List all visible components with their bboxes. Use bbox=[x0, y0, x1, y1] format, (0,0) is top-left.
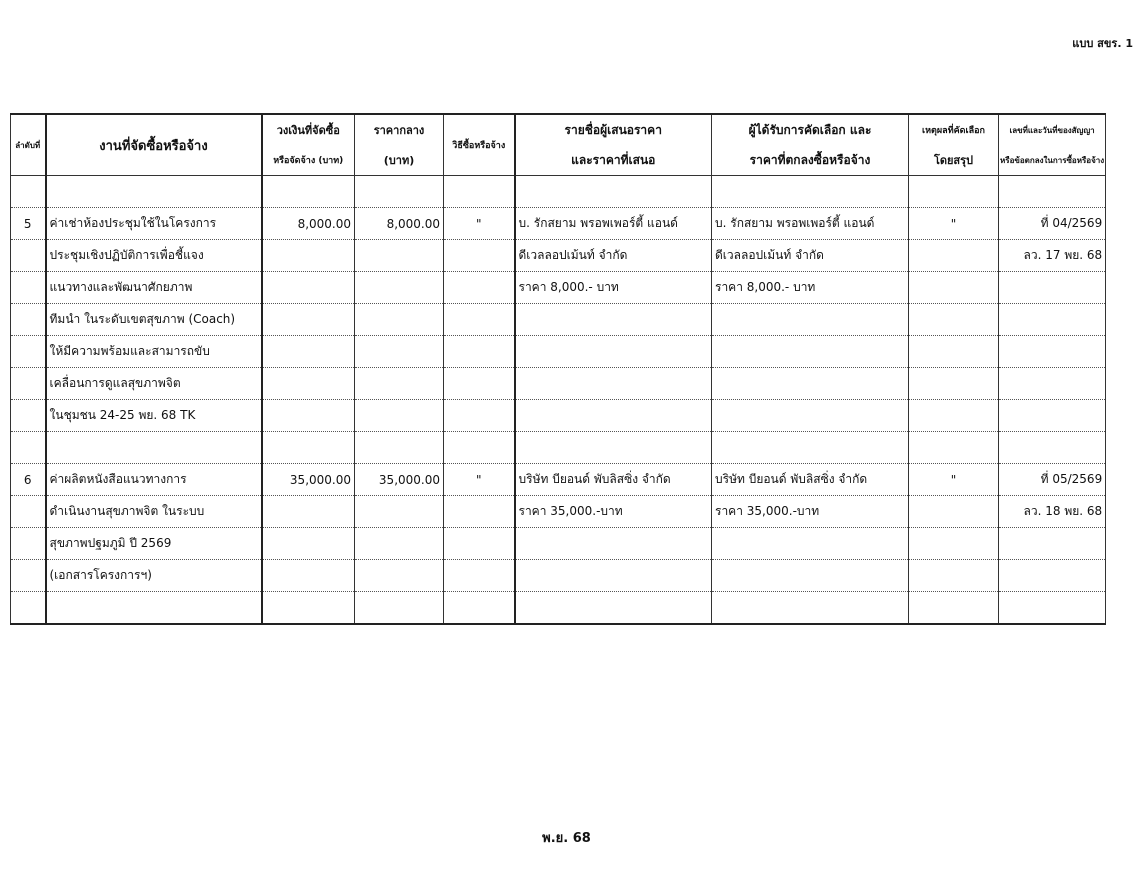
cell-budget bbox=[262, 336, 355, 368]
header-bidders-line2: และราคาที่เสนอ bbox=[515, 145, 712, 176]
cell-reason bbox=[909, 336, 999, 368]
cell-contract bbox=[999, 272, 1106, 304]
table-row bbox=[11, 336, 1106, 368]
form-code: แบบ สขร. 1 bbox=[1072, 37, 1133, 50]
cell-budget bbox=[262, 592, 355, 625]
cell-method bbox=[444, 400, 515, 432]
table-row bbox=[11, 592, 1106, 625]
table-row bbox=[11, 560, 1106, 592]
cell-reason bbox=[909, 304, 999, 336]
cell-budget bbox=[262, 432, 355, 464]
cell-contract: ลว. 18 พย. 68 bbox=[999, 496, 1106, 528]
cell-winner: บริษัท บียอนด์ พับลิสซิ่ง จำกัด bbox=[712, 464, 909, 496]
cell-winner: บ. รักสยาม พรอพเพอร์ตี้ แอนด์ bbox=[712, 208, 909, 240]
cell-method bbox=[444, 272, 515, 304]
cell-seq bbox=[11, 336, 46, 368]
cell-contract: ลว. 17 พย. 68 bbox=[999, 240, 1106, 272]
cell-seq bbox=[11, 592, 46, 625]
cell-median bbox=[355, 592, 444, 625]
cell-budget: 8,000.00 bbox=[262, 208, 355, 240]
table-row bbox=[11, 272, 1106, 304]
header-contract-line2: หรือข้อตกลงในการซื้อหรือจ้าง bbox=[999, 145, 1106, 176]
cell-seq bbox=[11, 272, 46, 304]
table-row bbox=[11, 176, 1106, 208]
table-row bbox=[11, 464, 1106, 496]
cell-contract bbox=[999, 336, 1106, 368]
cell-method bbox=[444, 176, 515, 208]
header-method: วิธีซื้อหรือจ้าง bbox=[444, 114, 515, 176]
cell-seq bbox=[11, 400, 46, 432]
cell-seq: 6 bbox=[11, 464, 46, 496]
header-seq: ลำดับที่ bbox=[11, 114, 46, 176]
cell-bidder: ราคา 35,000.-บาท bbox=[515, 496, 712, 528]
cell-method bbox=[444, 368, 515, 400]
table-row bbox=[11, 528, 1106, 560]
cell-winner: ราคา 8,000.- บาท bbox=[712, 272, 909, 304]
cell-reason bbox=[909, 272, 999, 304]
cell-contract: ที่ 04/2569 bbox=[999, 208, 1106, 240]
cell-work: ค่าเช่าห้องประชุมใช้ในโครงการ bbox=[46, 208, 262, 240]
table-row bbox=[11, 432, 1106, 464]
cell-reason: " bbox=[909, 208, 999, 240]
cell-budget bbox=[262, 240, 355, 272]
header-median-line2: (บาท) bbox=[355, 145, 444, 176]
cell-bidder bbox=[515, 560, 712, 592]
cell-work bbox=[46, 432, 262, 464]
header-reason-line1: เหตุผลที่คัดเลือก bbox=[909, 114, 999, 145]
cell-seq bbox=[11, 240, 46, 272]
cell-winner bbox=[712, 304, 909, 336]
cell-median: 8,000.00 bbox=[355, 208, 444, 240]
cell-budget bbox=[262, 176, 355, 208]
cell-median bbox=[355, 560, 444, 592]
cell-work: สุขภาพปฐมภูมิ ปี 2569 bbox=[46, 528, 262, 560]
cell-work: ดำเนินงานสุขภาพจิต ในระบบ bbox=[46, 496, 262, 528]
cell-budget: 35,000.00 bbox=[262, 464, 355, 496]
cell-seq bbox=[11, 528, 46, 560]
cell-median bbox=[355, 304, 444, 336]
cell-median bbox=[355, 400, 444, 432]
cell-median bbox=[355, 528, 444, 560]
cell-seq bbox=[11, 496, 46, 528]
cell-median bbox=[355, 368, 444, 400]
cell-bidder bbox=[515, 368, 712, 400]
cell-bidder bbox=[515, 592, 712, 625]
cell-bidder bbox=[515, 304, 712, 336]
cell-reason bbox=[909, 592, 999, 625]
cell-budget bbox=[262, 368, 355, 400]
cell-reason bbox=[909, 368, 999, 400]
cell-method bbox=[444, 432, 515, 464]
cell-median bbox=[355, 336, 444, 368]
cell-contract bbox=[999, 400, 1106, 432]
cell-seq: 5 bbox=[11, 208, 46, 240]
cell-seq bbox=[11, 560, 46, 592]
cell-seq bbox=[11, 368, 46, 400]
cell-bidder: บริษัท บียอนด์ พับลิสซิ่ง จำกัด bbox=[515, 464, 712, 496]
cell-budget bbox=[262, 560, 355, 592]
cell-winner bbox=[712, 560, 909, 592]
cell-bidder bbox=[515, 432, 712, 464]
cell-work: ให้มีความพร้อมและสามารถขับ bbox=[46, 336, 262, 368]
cell-work bbox=[46, 592, 262, 625]
table-row bbox=[11, 304, 1106, 336]
header-contract-line1: เลขที่และวันที่ของสัญญา bbox=[999, 114, 1106, 145]
cell-work: ค่าผลิตหนังสือแนวทางการ bbox=[46, 464, 262, 496]
cell-contract bbox=[999, 304, 1106, 336]
cell-bidder: ราคา 8,000.- บาท bbox=[515, 272, 712, 304]
cell-budget bbox=[262, 272, 355, 304]
cell-method bbox=[444, 560, 515, 592]
cell-bidder bbox=[515, 176, 712, 208]
cell-work: ประชุมเชิงปฏิบัติการเพื่อชี้แจง bbox=[46, 240, 262, 272]
cell-winner bbox=[712, 432, 909, 464]
cell-contract bbox=[999, 592, 1106, 625]
cell-bidder bbox=[515, 528, 712, 560]
cell-contract bbox=[999, 528, 1106, 560]
cell-seq bbox=[11, 176, 46, 208]
cell-method bbox=[444, 528, 515, 560]
cell-reason bbox=[909, 176, 999, 208]
cell-median: 35,000.00 bbox=[355, 464, 444, 496]
header-work: งานที่จัดซื้อหรือจ้าง bbox=[46, 114, 262, 176]
cell-seq bbox=[11, 304, 46, 336]
table-row bbox=[11, 400, 1106, 432]
cell-median bbox=[355, 496, 444, 528]
cell-method bbox=[444, 240, 515, 272]
cell-method bbox=[444, 592, 515, 625]
cell-work: แนวทางและพัฒนาศักยภาพ bbox=[46, 272, 262, 304]
cell-reason bbox=[909, 400, 999, 432]
table-row bbox=[11, 368, 1106, 400]
cell-winner bbox=[712, 336, 909, 368]
cell-contract bbox=[999, 432, 1106, 464]
cell-reason: " bbox=[909, 464, 999, 496]
table-row bbox=[11, 208, 1106, 240]
cell-method: " bbox=[444, 464, 515, 496]
cell-reason bbox=[909, 432, 999, 464]
cell-winner bbox=[712, 368, 909, 400]
cell-median bbox=[355, 240, 444, 272]
table-row bbox=[11, 240, 1106, 272]
cell-median bbox=[355, 432, 444, 464]
cell-winner: ดีเวลลอปเม้นท์ จำกัด bbox=[712, 240, 909, 272]
cell-reason bbox=[909, 528, 999, 560]
cell-reason bbox=[909, 240, 999, 272]
header-winner-line2: ราคาที่ตกลงซื้อหรือจ้าง bbox=[712, 145, 909, 176]
cell-bidder bbox=[515, 336, 712, 368]
cell-budget bbox=[262, 528, 355, 560]
table-row bbox=[11, 496, 1106, 528]
cell-median bbox=[355, 176, 444, 208]
header-budget-line2: หรือจัดจ้าง (บาท) bbox=[262, 145, 355, 176]
cell-contract bbox=[999, 560, 1106, 592]
cell-work: เคลื่อนการดูแลสุขภาพจิต bbox=[46, 368, 262, 400]
header-bidders-line1: รายชื่อผู้เสนอราคา bbox=[515, 114, 712, 145]
table-body bbox=[11, 176, 1106, 625]
cell-seq bbox=[11, 432, 46, 464]
cell-work: (เอกสารโครงการฯ) bbox=[46, 560, 262, 592]
cell-method bbox=[444, 304, 515, 336]
cell-reason bbox=[909, 496, 999, 528]
cell-method: " bbox=[444, 208, 515, 240]
header-median-line1: ราคากลาง bbox=[355, 114, 444, 145]
cell-winner: ราคา 35,000.-บาท bbox=[712, 496, 909, 528]
cell-winner bbox=[712, 528, 909, 560]
procurement-table bbox=[10, 113, 1106, 625]
table-header bbox=[11, 114, 1106, 176]
cell-bidder: ดีเวลลอปเม้นท์ จำกัด bbox=[515, 240, 712, 272]
cell-bidder: บ. รักสยาม พรอพเพอร์ตี้ แอนด์ bbox=[515, 208, 712, 240]
cell-bidder bbox=[515, 400, 712, 432]
cell-winner bbox=[712, 400, 909, 432]
cell-reason bbox=[909, 560, 999, 592]
cell-method bbox=[444, 336, 515, 368]
cell-contract bbox=[999, 368, 1106, 400]
cell-work: ในชุมชน 24-25 พย. 68 TK bbox=[46, 400, 262, 432]
header-winner-line1: ผู้ได้รับการคัดเลือก และ bbox=[712, 114, 909, 145]
header-reason-line2: โดยสรุป bbox=[909, 145, 999, 176]
cell-work bbox=[46, 176, 262, 208]
cell-budget bbox=[262, 400, 355, 432]
cell-method bbox=[444, 496, 515, 528]
cell-winner bbox=[712, 176, 909, 208]
cell-work: ทีมนำ ในระดับเขตสุขภาพ (Coach) bbox=[46, 304, 262, 336]
cell-winner bbox=[712, 592, 909, 625]
cell-median bbox=[355, 272, 444, 304]
page-footer-date: พ.ย. 68 bbox=[542, 831, 591, 846]
header-budget-line1: วงเงินที่จัดซื้อ bbox=[262, 114, 355, 145]
cell-budget bbox=[262, 496, 355, 528]
cell-contract: ที่ 05/2569 bbox=[999, 464, 1106, 496]
cell-contract bbox=[999, 176, 1106, 208]
cell-budget bbox=[262, 304, 355, 336]
